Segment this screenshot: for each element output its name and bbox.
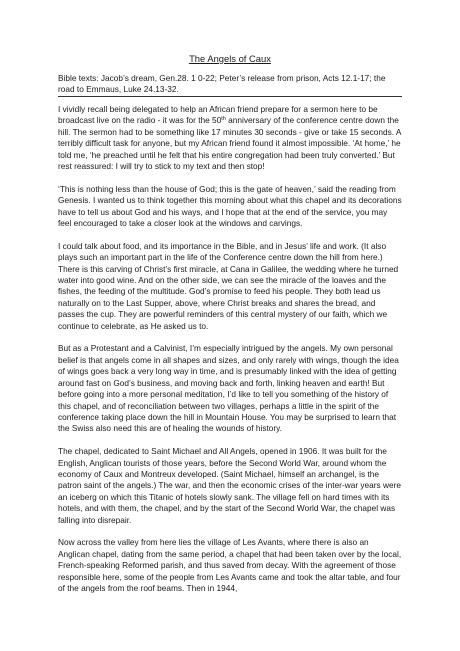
document-title: The Angels of Caux [189, 53, 271, 64]
paragraph-text: I vividly recall being delegated to help an African friend prepare for a sermon here to be broadcast live on the radio - it was for the 50 [58, 104, 378, 126]
paragraph-radio-sermon [58, 104, 402, 172]
sermon-body [58, 104, 402, 606]
paragraph-angels: But as a Protestant and a Calvinist, I’m especially intrigued by the angels. My own personal belief is that angels come in all shapes and sizes, and only rarely with wings, though the idea of wings goes back a very long way in time, and is presumably linked with the idea of getting around fast on God’s business, and moving back and forth, linking heaven and earth! But before going into a more personal meditation, I’d like to tell you something of the history of this chapel, and of reconciliation between two villages, perhaps a little in the spirit of the conference taking place down the hill in Mountain House. You may be surprised to learn that the Swiss also need this are of healing the wounds of history. [58, 343, 399, 434]
paragraph-chapel-history: The chapel, dedicated to Saint Michael and All Angels, opened in 1906. It was built for the English, Anglican tourists of those years, before the Second World War, around whom the economy of Caux and Montreux developed. (Saint Michael, himself an archangel, is the patron saint of the angels.) The war, and then the economic crises of the inter-war years were an iceberg on which this Titanic of hotels slowly sank. The village fell on hard times with its hotels, and with them, the chapel, and by the start of the Second World War, the chapel was falling into disrepair. [58, 446, 401, 525]
header-divider [58, 96, 402, 97]
ordinal-suffix: th [221, 116, 226, 123]
paragraph-food: I could talk about food, and its importance in the Bible, and in Jesus’ life and work. (It also plays such an important part in the life of the Conference centre down the hill from here.) There is this carving of Christ’s first miracle, at Cana in Galilee, the wedding where he turned water into good wine. And on the other side, we can see the miracle of the loaves and the fishes, the feeding of the multitude. God’s promise to feed his people. They both lead us naturally on to the Last Supper, above, where Christ breaks and shares the bread, and passes the cup. They are powerful reminders of this central mystery of our faith, which we continue to celebrate, as He asked us to. [58, 240, 399, 331]
bible-texts: Bible texts: Jacob’s dream, Gen.28. 1 0-22; Peter’s release from prison, Acts 12.1-17; the road to Emmaus, Luke 24.13-32. [58, 73, 386, 95]
paragraph-house-of-god: ‘This is nothing less than the house of God; this is the gate of heaven,’ said the reading from Genesis. I wanted us to think together this morning about what this chapel and its decorations have to tell us about God and his ways, and I hope that at the end of the service, you may feel encouraged to take a closer look at the windows and carvings. [58, 183, 402, 229]
paragraph-les-avants: Now across the valley from here lies the village of Les Avants, where there is also an Anglican chapel, dating from the same period, a chapel that had been taken over by the local, French-speaking Reformed parish, and thus saved from decay. With the agreement of those responsible here, some of the people from Les Avants came and took the altar table, and four of the angels from the roof beams. Then in 1944, [58, 537, 402, 593]
paragraph-text: anniversary of the conference centre down the hill. The sermon had to be something like 17 minutes 30 seconds - give or take 15 seconds. A terribly difficult task for anyone, but my African friend found it almost impossible. ‘At home,’ he told me, ‘he preached until he felt that his entire congregation had been truly converted.’ But rest reassured: I will try to stick to my text and then stop! [58, 115, 401, 172]
